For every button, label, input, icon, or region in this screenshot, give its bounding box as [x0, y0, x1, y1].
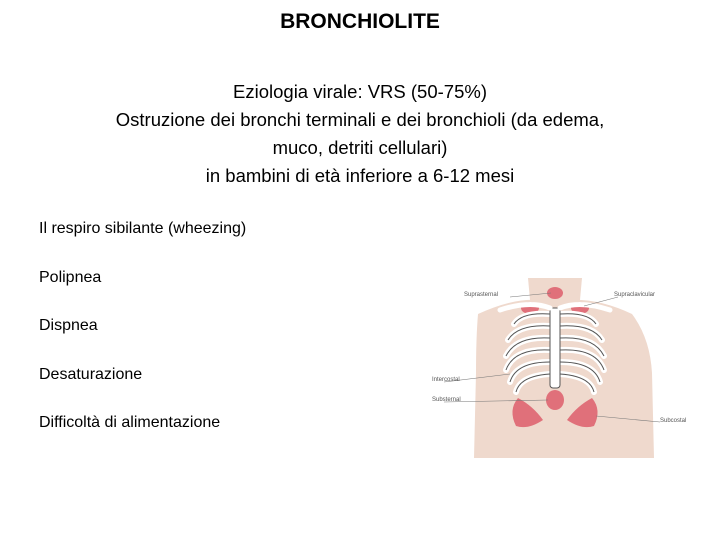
- slide-title: BRONCHIOLITE: [280, 10, 440, 33]
- sternum: [550, 308, 560, 388]
- subtitle-line: in bambini di età inferiore a 6-12 mesi: [205, 165, 515, 186]
- label-intercostal: Intercostal: [432, 377, 460, 383]
- subtitle-line: Eziologia virale: VRS (50-75%): [233, 81, 487, 102]
- symptom-polipnea: Polipnea: [39, 269, 102, 286]
- label-supraclavicular: Supraclavicular: [614, 292, 656, 298]
- substernal-retraction: [546, 390, 564, 410]
- chest-retractions-illustration: [418, 278, 700, 478]
- symptom-dispnea: Dispnea: [39, 317, 98, 334]
- symptom-wheezing: Il respiro sibilante (wheezing): [39, 220, 247, 237]
- subtitle-line: Ostruzione dei bronchi terminali e dei bronchioli (da edema,: [115, 109, 605, 130]
- chest-drawing: [418, 278, 700, 478]
- symptom-alimentazione: Difficoltà di alimentazione: [39, 414, 221, 431]
- symptom-desaturazione: Desaturazione: [39, 366, 143, 383]
- subtitle-line: muco, detriti cellulari): [272, 137, 448, 158]
- label-subcostal: Subcostal: [660, 418, 687, 424]
- label-suprasternal: Suprasternal: [464, 292, 499, 298]
- label-substernal: Substernal: [432, 397, 461, 403]
- slide-subtitle: [40, 78, 680, 190]
